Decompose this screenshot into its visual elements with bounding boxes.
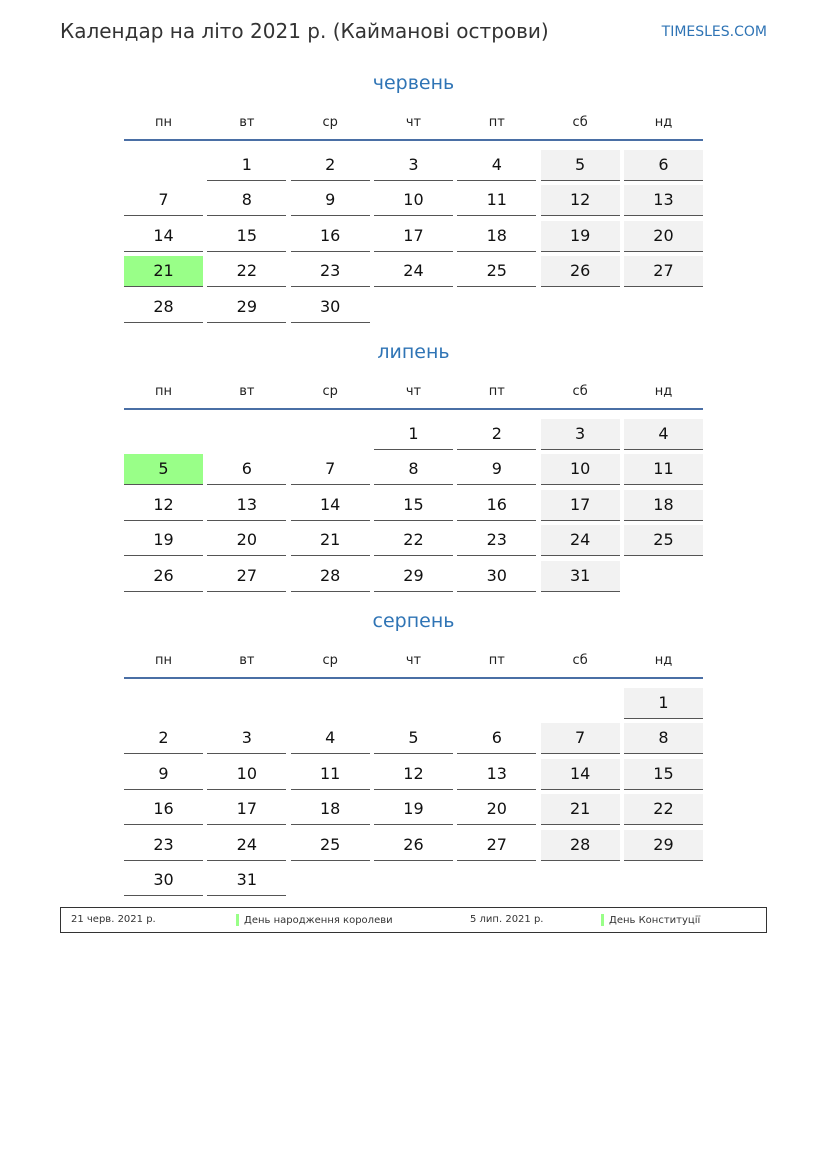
- weekday-label: пн: [155, 653, 172, 668]
- day-cell: 14: [541, 759, 620, 790]
- month-block: [124, 68, 703, 323]
- day-cell: 6: [207, 454, 286, 485]
- holiday-marker-icon: [236, 914, 239, 926]
- weekday-label: чт: [405, 653, 422, 668]
- legend-item-1: [236, 914, 393, 926]
- weekday-label: сб: [572, 384, 588, 399]
- day-cell: 6: [624, 150, 703, 181]
- day-cell: 25: [624, 525, 703, 556]
- legend-item-2: [601, 914, 700, 926]
- weekday-header: [124, 367, 703, 405]
- day-cell: 25: [457, 256, 536, 287]
- holiday-marker-icon: [601, 914, 604, 926]
- day-cell: 17: [207, 794, 286, 825]
- month-block: [124, 337, 703, 592]
- day-cell: 1: [207, 150, 286, 181]
- day-cell: 22: [207, 256, 286, 287]
- day-cell: 28: [541, 830, 620, 861]
- header-divider: [124, 677, 703, 679]
- weekday-label: пт: [488, 653, 505, 668]
- legend-name-2: День Конституції: [609, 915, 701, 926]
- day-cell: 20: [457, 794, 536, 825]
- day-cell: 8: [374, 454, 453, 485]
- day-cell: 24: [374, 256, 453, 287]
- empty-cell: [541, 688, 620, 718]
- weekday-label: чт: [405, 115, 422, 130]
- weekday-label: пн: [155, 384, 172, 399]
- day-cell: 27: [207, 561, 286, 592]
- day-cell: 24: [207, 830, 286, 861]
- day-cell: 17: [541, 490, 620, 521]
- day-cell: 29: [207, 292, 286, 323]
- month-name: серпень: [372, 610, 455, 632]
- empty-cell: [457, 688, 536, 718]
- empty-cell: [207, 688, 286, 718]
- day-cell: 3: [541, 419, 620, 450]
- day-cell: 23: [457, 525, 536, 556]
- day-cell: 8: [207, 185, 286, 216]
- header-divider: [124, 139, 703, 141]
- weekday-header: [124, 636, 703, 674]
- day-cell: 2: [457, 419, 536, 450]
- day-cell: 15: [374, 490, 453, 521]
- days-grid: [124, 414, 703, 592]
- day-cell: 7: [541, 723, 620, 754]
- weekday-label: ср: [322, 384, 338, 399]
- day-cell: 9: [291, 185, 370, 216]
- day-cell: 3: [207, 723, 286, 754]
- day-cell: 11: [457, 185, 536, 216]
- day-cell: 26: [374, 830, 453, 861]
- day-cell: 30: [124, 865, 203, 896]
- weekday-label: сб: [572, 115, 588, 130]
- month-name: червень: [372, 72, 455, 94]
- day-cell: 6: [457, 723, 536, 754]
- day-cell: 7: [124, 185, 203, 216]
- day-cell: 28: [291, 561, 370, 592]
- day-cell: 14: [291, 490, 370, 521]
- day-cell: 27: [624, 256, 703, 287]
- weekday-label: ср: [322, 115, 338, 130]
- day-cell: 19: [124, 525, 203, 556]
- day-cell: 10: [207, 759, 286, 790]
- day-cell: 27: [457, 830, 536, 861]
- weekday-label: ср: [322, 653, 338, 668]
- weekday-label: чт: [405, 384, 422, 399]
- legend-date-2: 5 лип. 2021 р.: [470, 914, 544, 925]
- day-cell: 4: [291, 723, 370, 754]
- day-cell: 30: [457, 561, 536, 592]
- weekday-label: нд: [654, 384, 673, 399]
- day-cell: 10: [541, 454, 620, 485]
- empty-cell: [124, 688, 203, 718]
- weekday-header: [124, 98, 703, 136]
- empty-cell: [124, 150, 203, 180]
- weekday-label: пт: [488, 115, 505, 130]
- day-cell: 23: [124, 830, 203, 861]
- day-cell: 1: [374, 419, 453, 450]
- site-link[interactable]: TIMESLES.COM: [661, 24, 767, 40]
- weekday-label: нд: [654, 653, 673, 668]
- day-cell: 10: [374, 185, 453, 216]
- day-cell: 18: [291, 794, 370, 825]
- empty-cell: [291, 419, 370, 449]
- weekday-label: вт: [239, 384, 255, 399]
- day-cell: 24: [541, 525, 620, 556]
- day-cell: 13: [624, 185, 703, 216]
- empty-cell: [374, 688, 453, 718]
- day-cell: 25: [291, 830, 370, 861]
- day-cell: 4: [624, 419, 703, 450]
- day-cell: 14: [124, 221, 203, 252]
- day-cell: 9: [457, 454, 536, 485]
- day-cell: 18: [457, 221, 536, 252]
- day-cell: 2: [124, 723, 203, 754]
- empty-cell: [291, 688, 370, 718]
- day-cell: 5: [541, 150, 620, 181]
- month-name: липень: [377, 341, 450, 363]
- weekday-label: пн: [155, 115, 172, 130]
- weekday-label: вт: [239, 653, 255, 668]
- day-cell: 21: [541, 794, 620, 825]
- empty-cell: [124, 419, 203, 449]
- day-cell: 16: [124, 794, 203, 825]
- day-cell: 30: [291, 292, 370, 323]
- holiday-day-cell: 5: [124, 454, 203, 485]
- day-cell: 26: [124, 561, 203, 592]
- day-cell: 26: [541, 256, 620, 287]
- day-cell: 18: [624, 490, 703, 521]
- day-cell: 16: [291, 221, 370, 252]
- holiday-day-cell: 21: [124, 256, 203, 287]
- day-cell: 11: [291, 759, 370, 790]
- day-cell: 16: [457, 490, 536, 521]
- day-cell: 7: [291, 454, 370, 485]
- day-cell: 29: [374, 561, 453, 592]
- day-cell: 15: [207, 221, 286, 252]
- day-cell: 15: [624, 759, 703, 790]
- legend-date-1: 21 черв. 2021 р.: [71, 914, 156, 925]
- day-cell: 29: [624, 830, 703, 861]
- day-cell: 22: [624, 794, 703, 825]
- day-cell: 20: [624, 221, 703, 252]
- day-cell: 23: [291, 256, 370, 287]
- day-cell: 20: [207, 525, 286, 556]
- day-cell: 8: [624, 723, 703, 754]
- day-cell: 13: [457, 759, 536, 790]
- day-cell: 4: [457, 150, 536, 181]
- weekday-label: вт: [239, 115, 255, 130]
- month-block: [124, 606, 703, 896]
- day-cell: 22: [374, 525, 453, 556]
- day-cell: 31: [541, 561, 620, 592]
- legend-name-1: День народження королеви: [244, 915, 393, 926]
- day-cell: 28: [124, 292, 203, 323]
- day-cell: 19: [374, 794, 453, 825]
- day-cell: 12: [541, 185, 620, 216]
- day-cell: 12: [374, 759, 453, 790]
- day-cell: 9: [124, 759, 203, 790]
- day-cell: 5: [374, 723, 453, 754]
- day-cell: 21: [291, 525, 370, 556]
- day-cell: 19: [541, 221, 620, 252]
- days-grid: [124, 145, 703, 323]
- day-cell: 2: [291, 150, 370, 181]
- day-cell: 11: [624, 454, 703, 485]
- page-title: Календар на літо 2021 р. (Кайманові острови): [60, 19, 549, 43]
- day-cell: 12: [124, 490, 203, 521]
- day-cell: 31: [207, 865, 286, 896]
- day-cell: 1: [624, 688, 703, 719]
- day-cell: 3: [374, 150, 453, 181]
- weekday-label: нд: [654, 115, 673, 130]
- weekday-label: пт: [488, 384, 505, 399]
- empty-cell: [207, 419, 286, 449]
- day-cell: 13: [207, 490, 286, 521]
- day-cell: 17: [374, 221, 453, 252]
- days-grid: [124, 683, 703, 896]
- weekday-label: сб: [572, 653, 588, 668]
- header-divider: [124, 408, 703, 410]
- holiday-legend: [60, 907, 767, 933]
